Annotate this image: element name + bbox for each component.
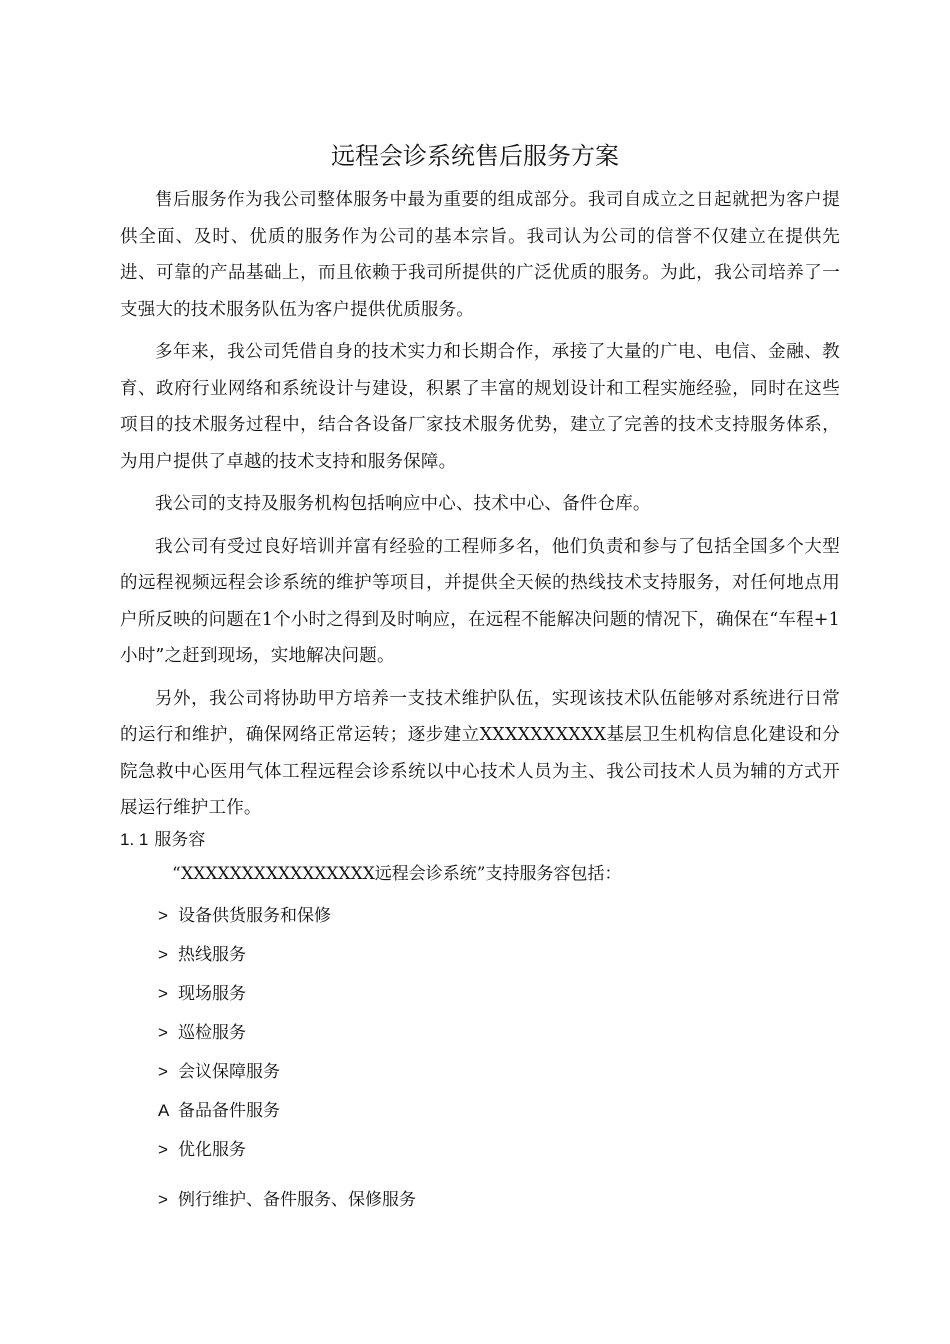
bullet-marker: >	[158, 906, 168, 925]
section-heading	[120, 826, 205, 854]
bullet-marker: >	[158, 984, 168, 1003]
list-item	[158, 1097, 280, 1125]
bullet-marker: A	[158, 1101, 170, 1120]
list-item-text: 例行维护、备件服务、保修服务	[178, 1190, 416, 1210]
bullet-marker: >	[158, 1190, 168, 1209]
list-item	[158, 980, 246, 1008]
document-title: 远程会诊系统售后服务方案	[331, 142, 619, 170]
section-intro: “XXXXXXXXXXXXXXXX远程会诊系统”支持服务容包括：	[172, 864, 622, 884]
list-item	[158, 1019, 246, 1047]
paragraph-training: 另外，我公司将协助甲方培养一支技术维护队伍，实现该技术队伍能够对系统进行日常的运行和维护，确保网络正常运转；逐步建立XXXXXXXXXX基层卫生机构信息化建设和分院急救中心医用气体工程远程会诊系统以中心技术人员为主、我公司技术人员为辅的方式开展运行维护工作。	[120, 688, 840, 818]
list-item	[158, 1186, 416, 1214]
list-item-text: 会议保障服务	[178, 1062, 280, 1082]
list-item-text: 热线服务	[178, 945, 246, 965]
list-item-text: 巡检服务	[178, 1023, 246, 1043]
document-body	[120, 182, 840, 833]
paragraph-organization: 我公司的支持及服务机构包括响应中心、技术中心、备件仓库。	[155, 494, 651, 514]
paragraph-engineers: 我公司有受过良好培训并富有经验的工程师多名，他们负责和参与了包括全国多个大型的远程视频远程会诊系统的维护等项目，并提供全天候的热线技术支持服务，对任何地点用户所反映的问题在1个小时之得到及时响应，在远程不能解决问题的情况下，确保在“车程+1小时”之赶到现场，实地解决问题。	[120, 536, 840, 666]
section-number: 1. 1	[120, 830, 149, 849]
bullet-marker: >	[158, 1023, 168, 1042]
list-item-text: 备品备件服务	[178, 1101, 280, 1121]
bullet-marker: >	[158, 1062, 168, 1081]
paragraph-intro: 售后服务作为我公司整体服务中最为重要的组成部分。我司自成立之日起就把为客户提供全面、及时、优质的服务作为公司的基本宗旨。我司认为公司的信誉不仅建立在提供先进、可靠的产品基础上，而且依赖于我司所提供的广泛优质的服务。为此，我公司培养了一支强大的技术服务队伍为客户提供优质服务。	[120, 190, 840, 320]
bullet-marker: >	[158, 945, 168, 964]
list-item	[158, 1136, 246, 1164]
list-item	[158, 941, 246, 969]
list-item	[158, 1058, 280, 1086]
bullet-marker: >	[158, 1140, 168, 1159]
paragraph-experience: 多年来，我公司凭借自身的技术实力和长期合作，承接了大量的广电、电信、金融、教育、政府行业网络和系统设计与建设，积累了丰富的规划设计和工程实施经验，同时在这些项目的技术服务过程中，结合各设备厂家技术服务优势，建立了完善的技术支持服务体系，为用户提供了卓越的技术支持和服务保障。	[120, 342, 840, 472]
section-title: 服务容	[154, 830, 206, 849]
list-item-text: 设备供货服务和保修	[178, 906, 331, 926]
list-item-text: 优化服务	[178, 1140, 246, 1160]
list-item-text: 现场服务	[178, 984, 246, 1004]
list-item	[158, 902, 331, 930]
